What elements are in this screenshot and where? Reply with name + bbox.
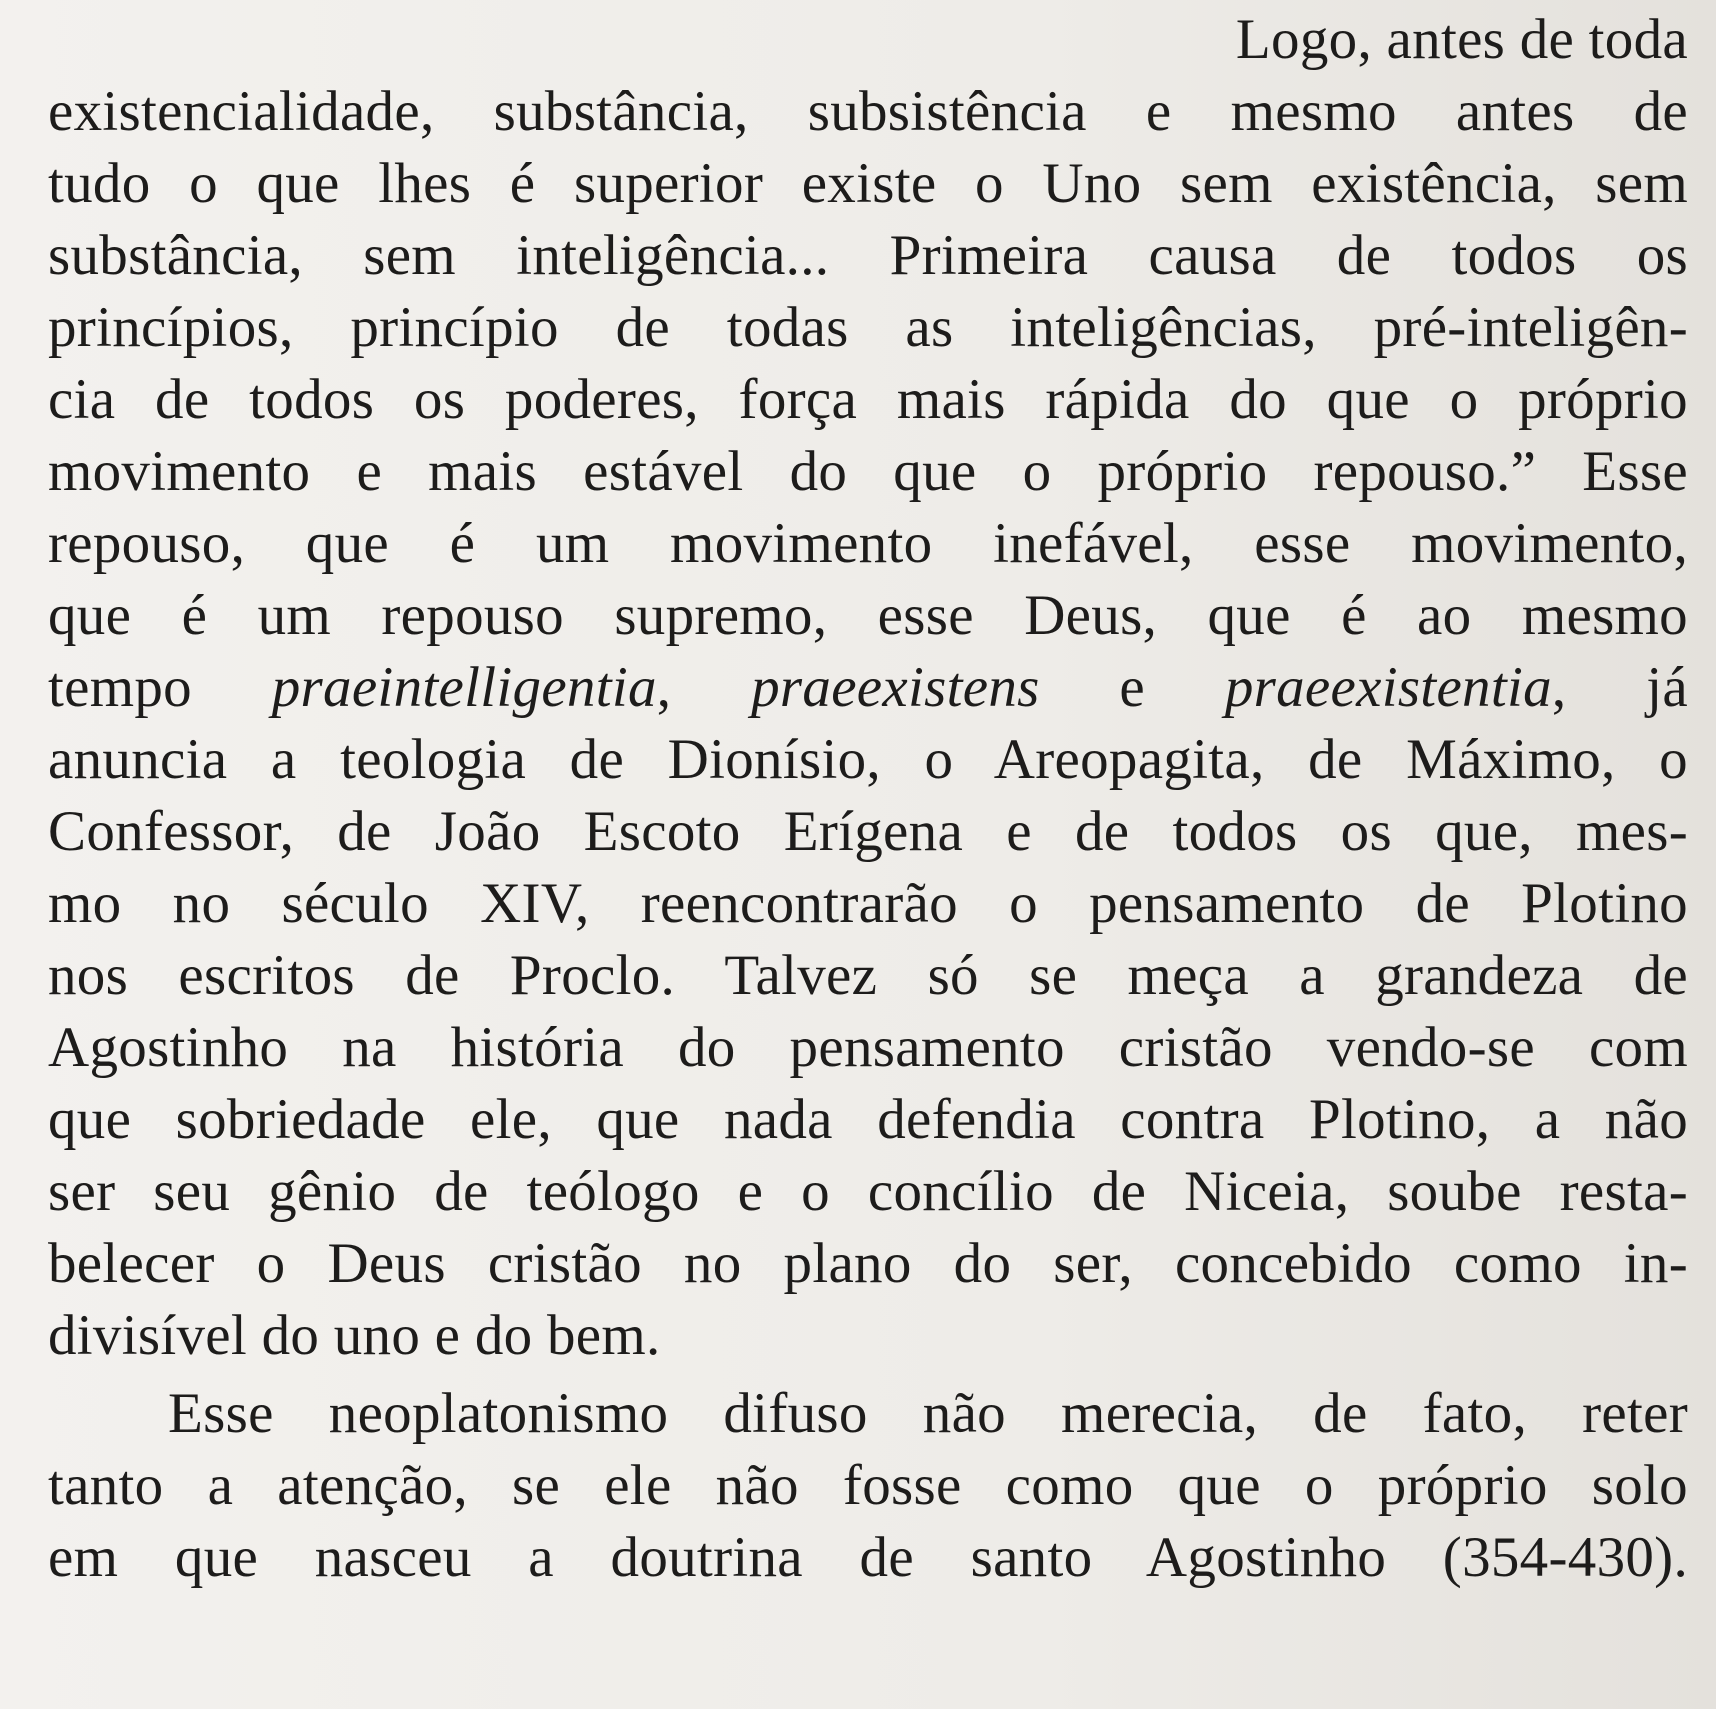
paragraph-2 xyxy=(48,1378,1688,1594)
text-line: cia de todos os poderes, força mais rápida do que o próprio xyxy=(48,368,1688,431)
body-text xyxy=(48,4,1688,1594)
text-line: Agostinho na história do pensamento cristão vendo-se com xyxy=(48,1016,1688,1079)
text-line: nos escritos de Proclo. Talvez só se meça a grandeza de xyxy=(48,944,1688,1007)
text-line: belecer o Deus cristão no plano do ser, concebido como in- xyxy=(48,1232,1688,1295)
text-line: que sobriedade ele, que nada defendia contra Plotino, a não xyxy=(48,1088,1688,1151)
text-line: que é um repouso supremo, esse Deus, que é ao mesmo xyxy=(48,584,1688,647)
text-line: anuncia a teologia de Dionísio, o Areopagita, de Máximo, o xyxy=(48,728,1688,791)
text-line: em que nasceu a doutrina de santo Agostinho (354-430). xyxy=(48,1526,1688,1589)
latin-term: praeintelligentia xyxy=(271,656,657,719)
text-line: movimento e mais estável do que o próprio repouso.” Esse xyxy=(48,440,1688,503)
paragraph-1 xyxy=(48,4,1688,1372)
text-line: substância, sem inteligência... Primeira causa de todos os xyxy=(48,224,1688,287)
text-fragment: tempo xyxy=(48,656,272,719)
text-fragment: e xyxy=(1039,656,1225,719)
text-fragment: , já xyxy=(1551,656,1688,719)
text-line: princípios, princípio de todas as inteligências, pré-inteligên- xyxy=(48,296,1688,359)
text-line: Esse neoplatonismo difuso não merecia, de fato, reter xyxy=(168,1382,1688,1445)
text-line: Logo, antes de toda xyxy=(1235,8,1688,71)
latin-term: praeexistentia xyxy=(1224,656,1552,719)
text-line: existencialidade, substância, subsistência e mesmo antes de xyxy=(48,80,1688,143)
text-line: tanto a atenção, se ele não fosse como que o próprio solo xyxy=(48,1454,1688,1517)
text-line: Confessor, de João Escoto Erígena e de todos os que, mes- xyxy=(48,800,1688,863)
latin-term: praeexistens xyxy=(751,656,1040,719)
text-line: ser seu gênio de teólogo e o concílio de Niceia, soube resta- xyxy=(48,1160,1688,1223)
text-line: mo no século XIV, reencontrarão o pensamento de Plotino xyxy=(48,872,1688,935)
text-line: repouso, que é um movimento inefável, esse movimento, xyxy=(48,512,1688,575)
text-line-with-latin-terms xyxy=(48,652,1688,724)
text-line: tudo o que lhes é superior existe o Uno sem existência, sem xyxy=(48,152,1688,215)
text-line: divisível do uno e do bem. xyxy=(48,1304,661,1367)
text-fragment: , xyxy=(656,656,752,719)
